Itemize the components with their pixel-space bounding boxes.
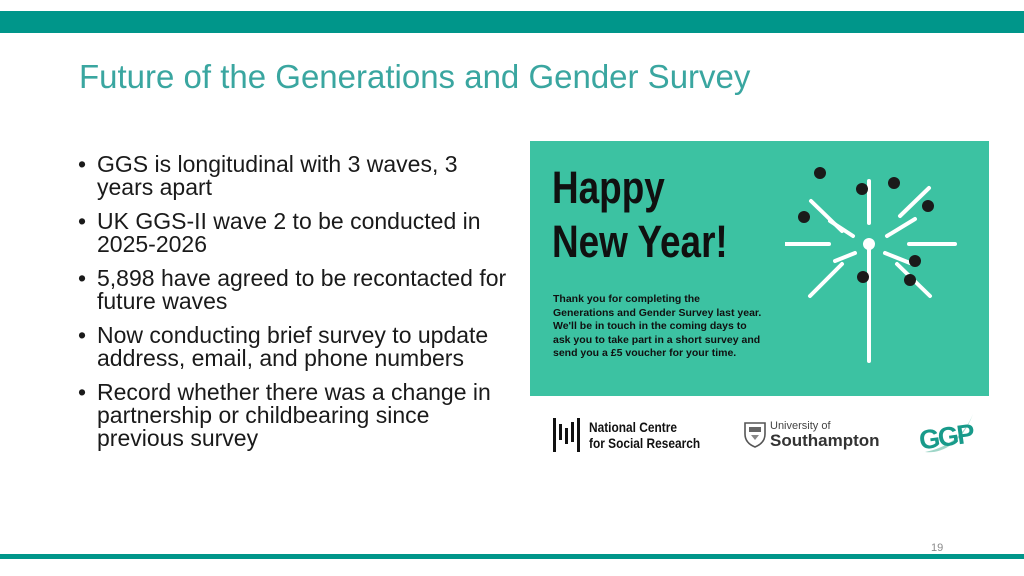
natcen-bars-icon	[553, 418, 581, 452]
natcen-logo	[553, 418, 720, 452]
firework-icon	[785, 161, 985, 381]
bullet-list	[78, 153, 508, 461]
southampton-line2: Southampton	[770, 431, 880, 450]
bullet-item: • Record whether there was a change in partnership or childbearing since previous survey	[78, 381, 508, 450]
card-headline	[552, 161, 728, 269]
bullet-item: • UK GGS-II wave 2 to be conducted in 2025-2026	[78, 210, 508, 256]
new-year-card	[530, 141, 989, 396]
southampton-line1: University of	[770, 420, 831, 432]
bullet-item: • GGS is longitudinal with 3 waves, 3 years apart	[78, 153, 508, 199]
bullet-item: • 5,898 have agreed to be recontacted for future waves	[78, 267, 508, 313]
slide-title: Future of the Generations and Gender Survey	[79, 58, 751, 95]
natcen-line2: for Social Research	[589, 435, 701, 451]
bullet-item: • Now conducting brief survey to update address, email, and phone numbers	[78, 324, 508, 370]
card-headline-line2: New Year!	[552, 216, 728, 267]
page-number: 19	[931, 542, 944, 554]
southampton-logo	[744, 420, 880, 450]
ggp-wordmark: GGP	[917, 418, 975, 456]
top-accent-bar	[0, 11, 1024, 33]
southampton-name	[770, 420, 880, 450]
bottom-accent-bar	[0, 554, 1024, 559]
card-headline-line1: Happy	[552, 162, 665, 213]
card-message: Thank you for completing the Generations and Gender Survey last year. We'll be in touch in the coming days to ask you to take part in a short survey and send you a £5 voucher for your time.	[553, 293, 762, 360]
natcen-name	[589, 419, 700, 451]
crest-icon	[744, 422, 766, 448]
ggp-logo	[917, 408, 975, 456]
natcen-line1: National Centre	[589, 419, 677, 435]
